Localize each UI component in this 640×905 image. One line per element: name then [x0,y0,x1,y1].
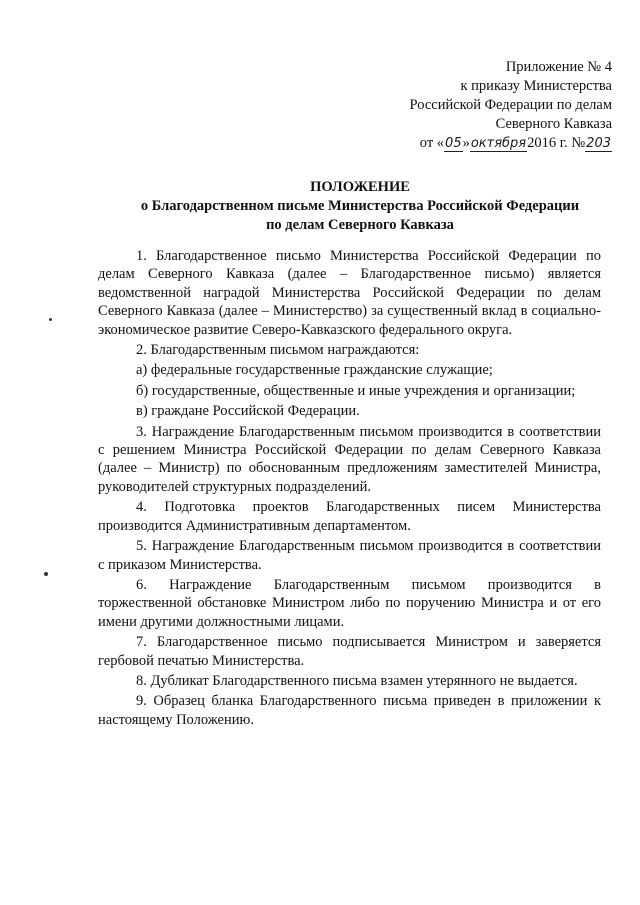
date-prefix: от « [419,135,445,151]
date-month-handwritten: октября [470,136,527,151]
scan-speck [44,572,48,576]
appendix-header [372,58,612,153]
paragraph-7: 7. Благодарственное письмо подписывается Министром и заверяется гербовой печатью Министерства. [98,634,601,669]
scan-speck [49,318,52,321]
paragraph-3: 3. Награждение Благодарственным письмом производится в соответствии с решением Министра Российской Федерации по делам Северного Кавказа (далее – Министр) по обоснованным предложениям заместителей Министра, руководителей структурных подразделений. [98,423,601,495]
date-mid: » [462,135,470,151]
paragraph-2a: а) федеральные государственные гражданские служащие; [136,362,493,379]
date-year: 2016 г. № [527,135,586,151]
appendix-date-line [372,134,612,153]
paragraph-5: 5. Награждение Благодарственным письмом производится в соответствии с приказом Министерства. [98,538,601,573]
document-title [60,178,640,235]
appendix-region: Северного Кавказа [495,116,612,132]
paragraph-1: 1. Благодарственное письмо Министерства Российской Федерации по делам Северного Кавказа (далее – Благодарственное письмо) является ведомственной наградой Министерства Российской Федерации по делам Северного Кавказа (далее – Министерство) за существенный вклад в социально-экономическое развитие Северо-Кавказского федерального округа. [98,248,601,338]
document-body [98,247,601,731]
paragraph-2c: в) граждане Российской Федерации. [136,403,360,420]
paragraph-2b: б) государственные, общественные и иные учреждения и организации; [136,382,576,399]
title-subject-cont: по делам Северного Кавказа [266,217,454,233]
paragraph-4: 4. Подготовка проектов Благодарственных писем Министерства производится Административным департаментом. [98,499,601,534]
paragraph-6: 6. Награждение Благодарственным письмом производится в торжественной обстановке Министром либо по поручению Министра и от его имени другими должностными лицами. [98,576,601,630]
paragraph-8: 8. Дубликат Благодарственного письма взамен утерянного не выдается. [136,672,578,689]
appendix-ministry: Российской Федерации по делам [409,97,612,113]
appendix-order-ref: к приказу Министерства [460,78,612,94]
paragraph-2: 2. Благодарственным письмом награждаются: [136,342,420,359]
paragraph-9: 9. Образец бланка Благодарственного письма приведен в приложении к настоящему Положению. [98,693,601,728]
title-subject: о Благодарственном письме Министерства Российской Федерации [140,198,580,214]
title-heading: ПОЛОЖЕНИЕ [310,179,410,195]
appendix-number: Приложение № 4 [505,59,612,75]
date-day-handwritten: 05 [445,136,462,151]
order-number-handwritten: 203 [586,136,611,151]
